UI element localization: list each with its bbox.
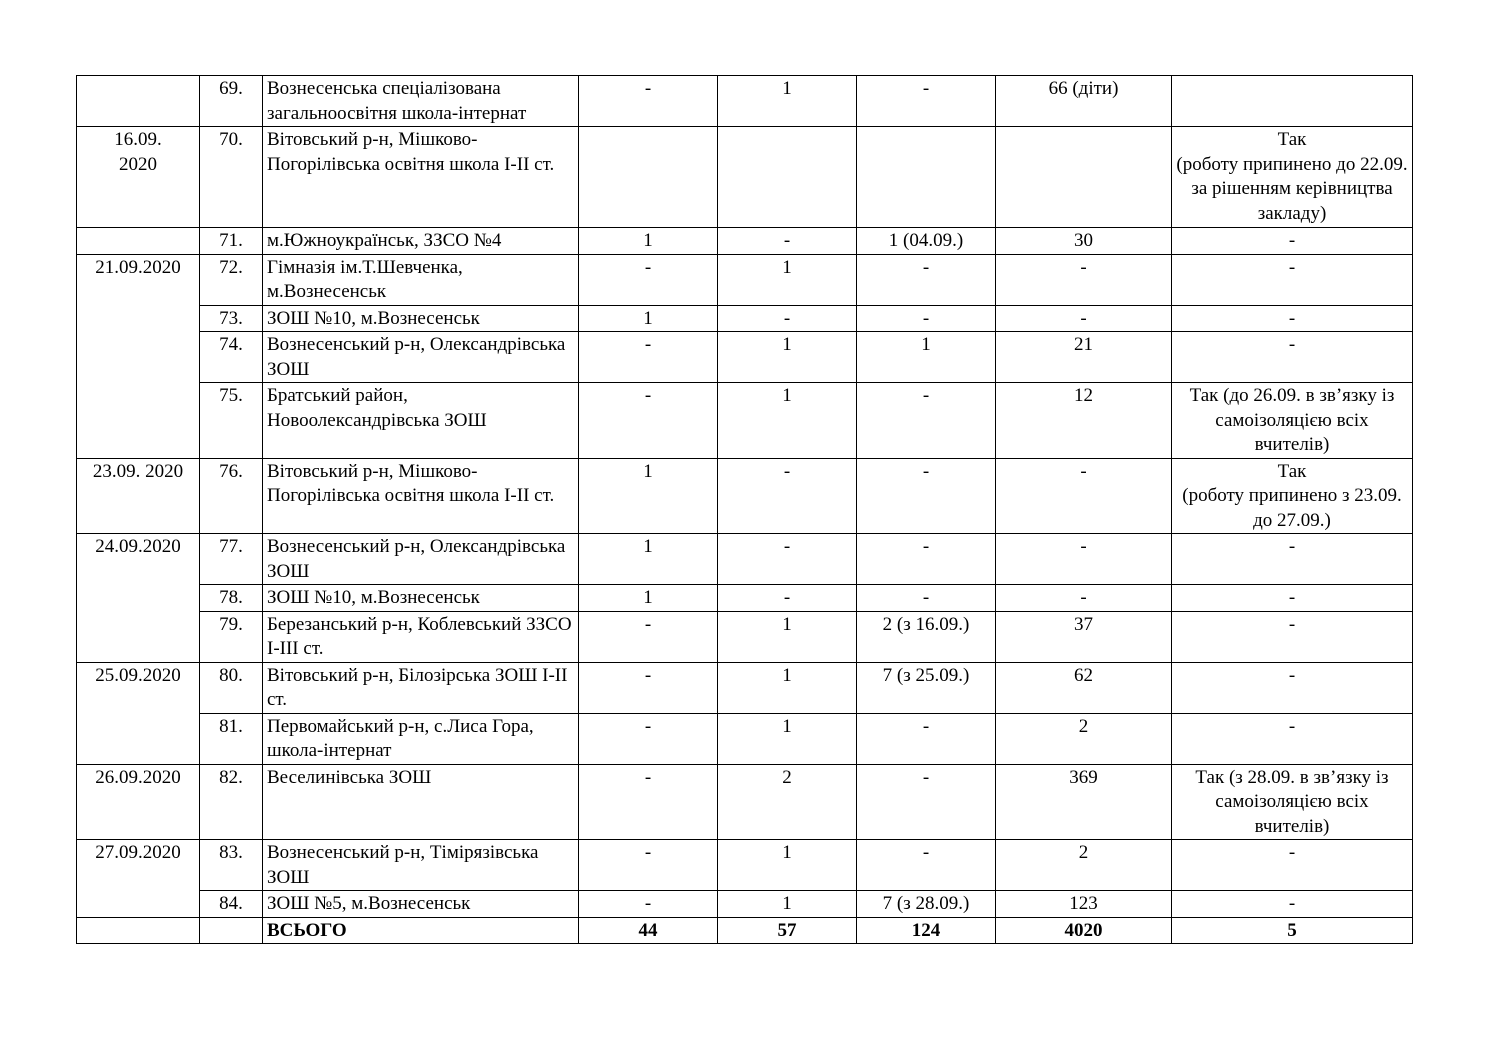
table-row xyxy=(77,254,1413,305)
note-cell: - xyxy=(1172,254,1413,305)
row-number: 70. xyxy=(200,127,263,228)
row-number: 78. xyxy=(200,585,263,612)
note-cell: - xyxy=(1172,713,1413,764)
institution-name: Вознесенська спеціалізована загальноосвітня школа-інтернат xyxy=(263,76,579,127)
note-cell: - xyxy=(1172,891,1413,918)
date-cell xyxy=(77,228,200,255)
table-row xyxy=(77,585,1413,612)
value-d xyxy=(996,127,1172,228)
institution-name: Вознесенський р-н, Олександрівська ЗОШ xyxy=(263,534,579,585)
row-number: 77. xyxy=(200,534,263,585)
date-cell: 27.09.2020 xyxy=(77,840,200,918)
note-cell: Так (роботу припинено до 22.09. за рішенням керівництва закладу) xyxy=(1172,127,1413,228)
value-d: 123 xyxy=(996,891,1172,918)
value-a: - xyxy=(579,840,718,891)
table-row xyxy=(77,332,1413,383)
total-a: 44 xyxy=(579,917,718,944)
row-number: 82. xyxy=(200,764,263,840)
table-row xyxy=(77,458,1413,534)
value-a: - xyxy=(579,383,718,459)
institution-name: Гімназія ім.Т.Шевченка, м.Вознесенськ xyxy=(263,254,579,305)
value-b: 1 xyxy=(718,254,857,305)
row-number: 75. xyxy=(200,383,263,459)
value-c: 1 xyxy=(857,332,996,383)
value-c: 7 (з 25.09.) xyxy=(857,662,996,713)
note-cell: - xyxy=(1172,585,1413,612)
note-cell: - xyxy=(1172,534,1413,585)
value-a: - xyxy=(579,332,718,383)
date-cell: 26.09.2020 xyxy=(77,764,200,840)
institution-name: Первомайський р-н, с.Лиса Гора, школа-інтернат xyxy=(263,713,579,764)
row-number: 79. xyxy=(200,611,263,662)
value-b: 2 xyxy=(718,764,857,840)
table-row xyxy=(77,891,1413,918)
statistics-table xyxy=(76,75,1413,944)
value-d: - xyxy=(996,534,1172,585)
value-d: - xyxy=(996,254,1172,305)
value-d: 66 (діти) xyxy=(996,76,1172,127)
total-b: 57 xyxy=(718,917,857,944)
value-c: - xyxy=(857,764,996,840)
value-d: 30 xyxy=(996,228,1172,255)
note-cell: - xyxy=(1172,228,1413,255)
row-number: 80. xyxy=(200,662,263,713)
value-b: 1 xyxy=(718,76,857,127)
note-cell: Так (з 28.09. в зв’язку із самоізоляцією всіх вчителів) xyxy=(1172,764,1413,840)
table-row xyxy=(77,127,1413,228)
value-a: 1 xyxy=(579,458,718,534)
value-c: 1 (04.09.) xyxy=(857,228,996,255)
value-a: - xyxy=(579,891,718,918)
institution-name: ЗОШ №5, м.Вознесенськ xyxy=(263,891,579,918)
table-row xyxy=(77,662,1413,713)
institution-name: Вознесенський р-н, Тімірязівська ЗОШ xyxy=(263,840,579,891)
institution-name: Вітовський р-н, Мішково-Погорілівська освітня школа І-ІІ ст. xyxy=(263,127,579,228)
row-number: 71. xyxy=(200,228,263,255)
value-d: - xyxy=(996,305,1172,332)
table-row xyxy=(77,764,1413,840)
value-c: - xyxy=(857,254,996,305)
value-a: 1 xyxy=(579,534,718,585)
note-cell: - xyxy=(1172,332,1413,383)
total-d: 4020 xyxy=(996,917,1172,944)
value-a: - xyxy=(579,76,718,127)
institution-name: м.Южноукраїнськ, ЗЗСО №4 xyxy=(263,228,579,255)
institution-name: Вітовський р-н, Мішково-Погорілівська освітня школа І-ІІ ст. xyxy=(263,458,579,534)
institution-name: Веселинівська ЗОШ xyxy=(263,764,579,840)
value-d: 62 xyxy=(996,662,1172,713)
table-row xyxy=(77,305,1413,332)
value-c: - xyxy=(857,383,996,459)
value-c: - xyxy=(857,840,996,891)
value-d: 21 xyxy=(996,332,1172,383)
total-row xyxy=(77,917,1413,944)
value-b: 1 xyxy=(718,332,857,383)
value-b: 1 xyxy=(718,383,857,459)
row-number: 72. xyxy=(200,254,263,305)
value-c xyxy=(857,127,996,228)
value-c: - xyxy=(857,534,996,585)
date-cell: 16.09. 2020 xyxy=(77,127,200,228)
value-a: 1 xyxy=(579,305,718,332)
value-a: 1 xyxy=(579,585,718,612)
row-number: 74. xyxy=(200,332,263,383)
row-number xyxy=(200,917,263,944)
note-cell: Так (роботу припинено з 23.09. до 27.09.) xyxy=(1172,458,1413,534)
total-c: 124 xyxy=(857,917,996,944)
value-a: - xyxy=(579,713,718,764)
row-number: 76. xyxy=(200,458,263,534)
value-b: - xyxy=(718,228,857,255)
value-c: - xyxy=(857,305,996,332)
date-cell xyxy=(77,76,200,127)
value-b xyxy=(718,127,857,228)
value-c: 7 (з 28.09.) xyxy=(857,891,996,918)
institution-name: Березанський р-н, Коблевський ЗЗСО І-ІІІ ст. xyxy=(263,611,579,662)
note-cell: - xyxy=(1172,305,1413,332)
value-d: 2 xyxy=(996,840,1172,891)
note-cell xyxy=(1172,76,1413,127)
row-number: 84. xyxy=(200,891,263,918)
value-a: - xyxy=(579,764,718,840)
date-cell xyxy=(77,917,200,944)
value-b: 1 xyxy=(718,840,857,891)
date-cell: 24.09.2020 xyxy=(77,534,200,663)
table-row xyxy=(77,534,1413,585)
value-a xyxy=(579,127,718,228)
value-b: 1 xyxy=(718,891,857,918)
value-a: 1 xyxy=(579,228,718,255)
note-cell: - xyxy=(1172,611,1413,662)
value-d: 2 xyxy=(996,713,1172,764)
value-a: - xyxy=(579,254,718,305)
value-d: - xyxy=(996,585,1172,612)
row-number: 69. xyxy=(200,76,263,127)
table-row xyxy=(77,611,1413,662)
table-row xyxy=(77,228,1413,255)
note-cell: Так (до 26.09. в зв’язку із самоізоляцією всіх вчителів) xyxy=(1172,383,1413,459)
value-b: - xyxy=(718,585,857,612)
value-d: 37 xyxy=(996,611,1172,662)
table-row xyxy=(77,713,1413,764)
table-row xyxy=(77,76,1413,127)
value-c: 2 (з 16.09.) xyxy=(857,611,996,662)
row-number: 73. xyxy=(200,305,263,332)
value-b: 1 xyxy=(718,611,857,662)
note-cell: - xyxy=(1172,840,1413,891)
value-c: - xyxy=(857,76,996,127)
institution-name: Братський район, Новоолександрівська ЗОШ xyxy=(263,383,579,459)
value-a: - xyxy=(579,662,718,713)
value-d: 369 xyxy=(996,764,1172,840)
date-cell: 25.09.2020 xyxy=(77,662,200,764)
value-b: - xyxy=(718,305,857,332)
value-c: - xyxy=(857,713,996,764)
row-number: 81. xyxy=(200,713,263,764)
value-b: - xyxy=(718,534,857,585)
total-e: 5 xyxy=(1172,917,1413,944)
value-b: 1 xyxy=(718,662,857,713)
table-row xyxy=(77,840,1413,891)
date-cell: 21.09.2020 xyxy=(77,254,200,458)
institution-name: ЗОШ №10, м.Вознесенськ xyxy=(263,305,579,332)
value-b: - xyxy=(718,458,857,534)
institution-name: ЗОШ №10, м.Вознесенськ xyxy=(263,585,579,612)
institution-name: Вознесенський р-н, Олександрівська ЗОШ xyxy=(263,332,579,383)
date-cell: 23.09. 2020 xyxy=(77,458,200,534)
value-d: - xyxy=(996,458,1172,534)
total-label: ВСЬОГО xyxy=(263,917,579,944)
value-a: - xyxy=(579,611,718,662)
value-b: 1 xyxy=(718,713,857,764)
value-d: 12 xyxy=(996,383,1172,459)
table-row xyxy=(77,383,1413,459)
value-c: - xyxy=(857,458,996,534)
row-number: 83. xyxy=(200,840,263,891)
value-c: - xyxy=(857,585,996,612)
institution-name: Вітовський р-н, Білозірська ЗОШ І-ІІ ст. xyxy=(263,662,579,713)
note-cell: - xyxy=(1172,662,1413,713)
